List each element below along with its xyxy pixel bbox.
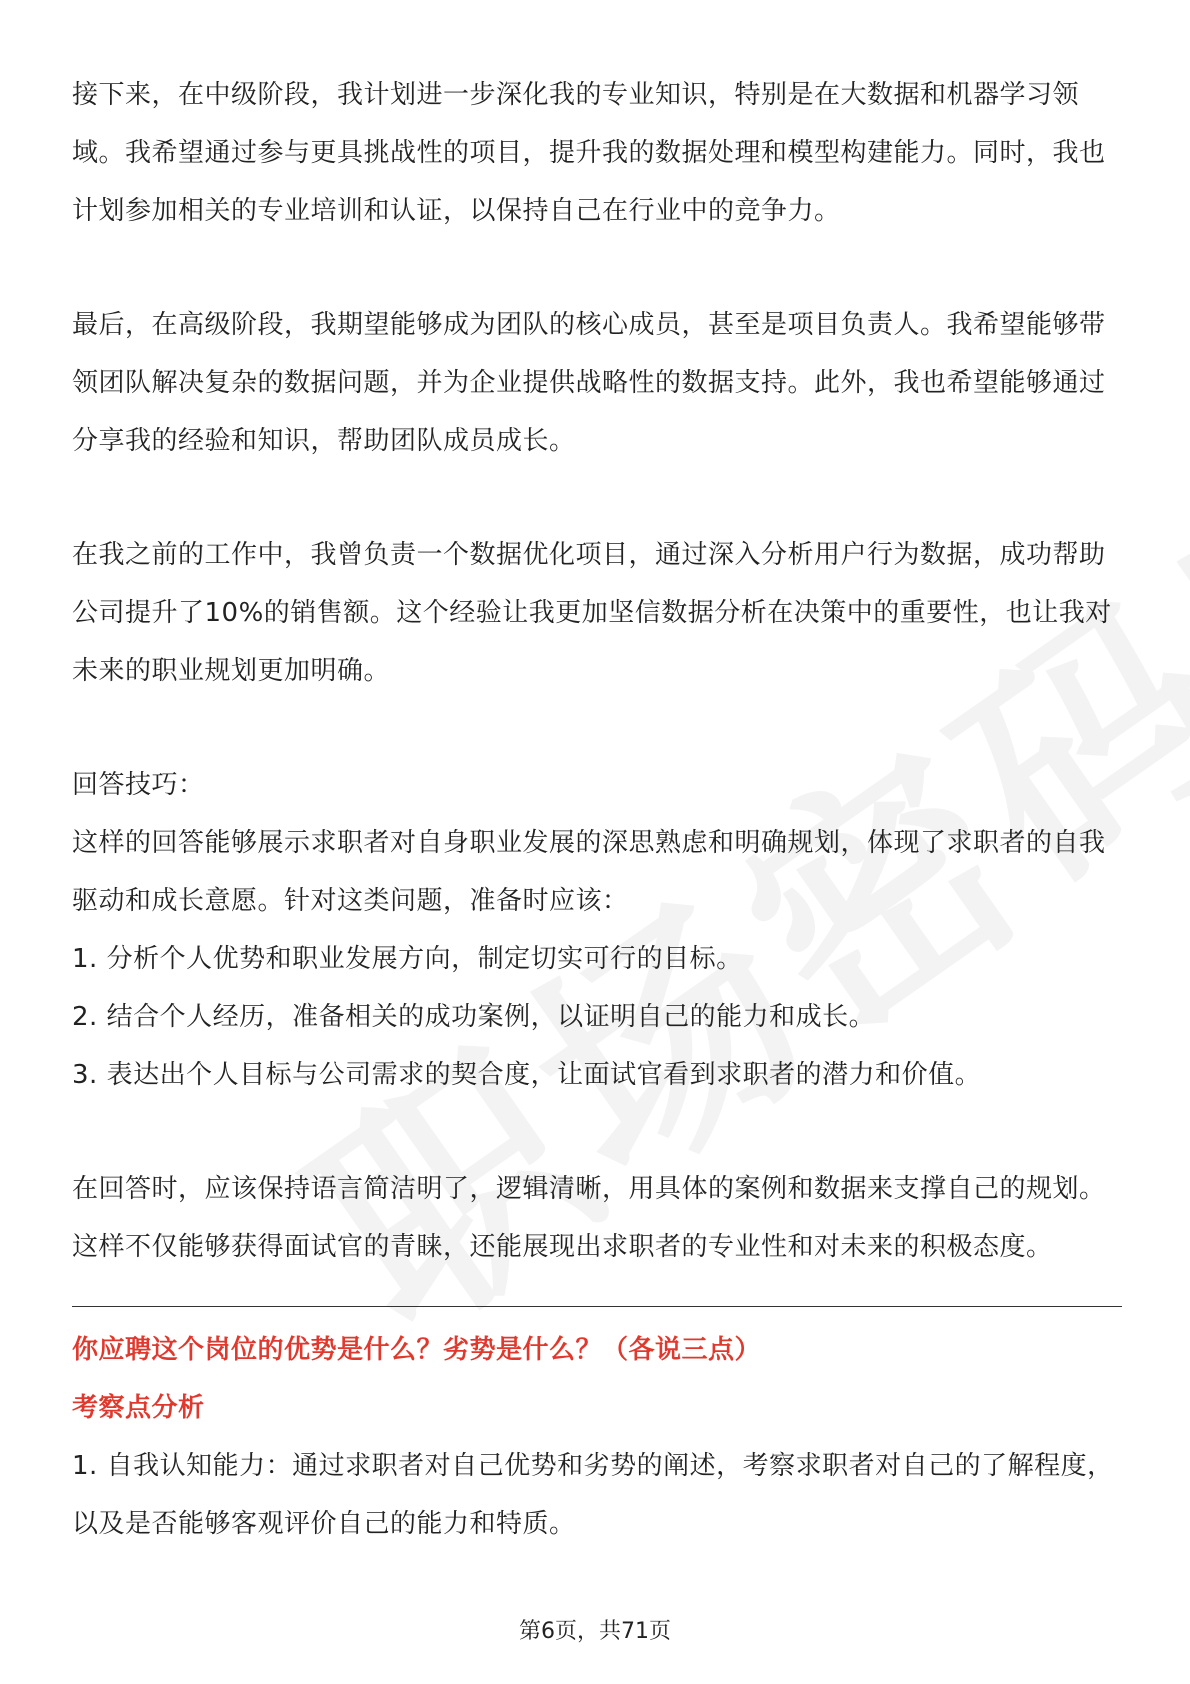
closing-paragraph: 在回答时，应该保持语言简洁明了，逻辑清晰，用具体的案例和数据来支撑自己的规划。这样不仅能够获得面试官的青睐，还能展现出求职者的专业性和对未来的积极态度。 [72, 1174, 1106, 1262]
tips-item-1: 1. 分析个人优势和职业发展方向，制定切实可行的目标。 [72, 944, 743, 974]
analysis-heading: 考察点分析 [72, 1393, 205, 1423]
question-title: 你应聘这个岗位的优势是什么？劣势是什么？（各说三点） [72, 1335, 762, 1365]
analysis-item-1: 1. 自我认知能力：通过求职者对自己优势和劣势的阐述，考察求职者对自己的了解程度，以及是否能够客观评价自己的能力和特质。 [72, 1451, 1114, 1539]
paragraph-past-experience: 在我之前的工作中，我曾负责一个数据优化项目，通过深入分析用户行为数据，成功帮助公司提升了10%的销售额。这个经验让我更加坚信数据分析在决策中的重要性，也让我对未来的职业规划更加明确。 [72, 540, 1112, 686]
tips-item-3: 3. 表达出个人目标与公司需求的契合度，让面试官看到求职者的潜力和价值。 [72, 1060, 982, 1090]
tips-intro: 这样的回答能够展示求职者对自身职业发展的深思熟虑和明确规划，体现了求职者的自我驱动和成长意愿。针对这类问题，准备时应该： [72, 828, 1106, 916]
paragraph-intermediate-stage: 接下来，在中级阶段，我计划进一步深化我的专业知识，特别是在大数据和机器学习领域。我希望通过参与更具挑战性的项目，提升我的数据处理和模型构建能力。同时，我也计划参加相关的专业培训和认证，以保持自己在行业中的竞争力。 [72, 80, 1106, 226]
paragraph-advanced-stage: 最后，在高级阶段，我期望能够成为团队的核心成员，甚至是项目负责人。我希望能够带领团队解决复杂的数据问题，并为企业提供战略性的数据支持。此外，我也希望能够通过分享我的经验和知识，帮助团队成员成长。 [72, 310, 1106, 456]
page-content [72, 66, 1122, 1553]
section-divider [72, 1306, 1122, 1307]
tips-item-2: 2. 结合个人经历，准备相关的成功案例，以证明自己的能力和成长。 [72, 1002, 876, 1032]
tips-heading: 回答技巧： [72, 770, 205, 800]
page-number-footer: 第6页，共71页 [519, 1619, 671, 1644]
